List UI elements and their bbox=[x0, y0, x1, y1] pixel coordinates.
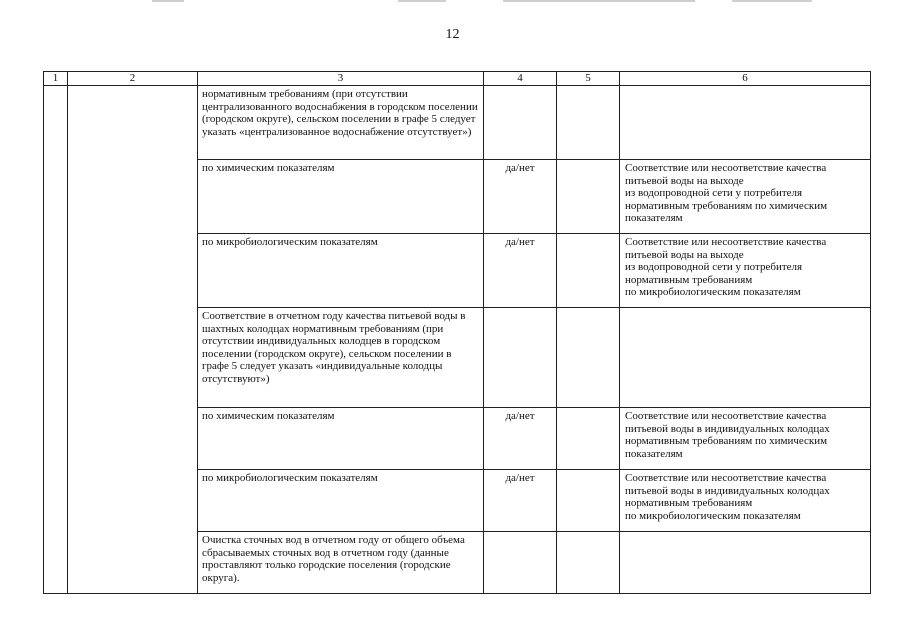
report-table bbox=[43, 71, 871, 594]
value-type-cell: да/нет bbox=[484, 234, 557, 308]
value-cell bbox=[557, 160, 620, 234]
indicator-cell: по микробиологическим показателям bbox=[198, 234, 484, 308]
header-cell: 5 bbox=[557, 72, 620, 86]
indicator-cell: Соответствие в отчетном году качества питьевой воды в шахтных колодцах нормативным требованиям (при отсутствии индивидуальных колодцев в городском поселении (городском округе), сельском поселении в графе 5 следует указать «индивидуальные колодцы отсутствуют») bbox=[198, 308, 484, 408]
empty-cell-col1 bbox=[44, 86, 68, 594]
value-type-cell: да/нет bbox=[484, 160, 557, 234]
note-cell: Соответствие или несоответствие качества питьевой воды на выходе из водопроводной сети у потребителя нормативным требованиям по микробиологическим показателям bbox=[620, 234, 871, 308]
indicator-cell: Очистка сточных вод в отчетном году от общего объема сбрасываемых сточных вод в отчетном году (данные проставляют только городские поселения (городские округа). bbox=[198, 532, 484, 594]
value-cell bbox=[557, 234, 620, 308]
note-cell: Соответствие или несоответствие качества питьевой воды в индивидуальных колодцах нормативным требованиям по химическим показателям bbox=[620, 408, 871, 470]
note-cell bbox=[620, 308, 871, 408]
indicator-cell: по химическим показателям bbox=[198, 408, 484, 470]
indicator-cell: по химическим показателям bbox=[198, 160, 484, 234]
page-number: 12 bbox=[445, 27, 460, 42]
value-type-cell: да/нет bbox=[484, 470, 557, 532]
header-cell: 1 bbox=[44, 72, 68, 86]
note-cell: Соответствие или несоответствие качества питьевой воды на выходе из водопроводной сети у потребителя нормативным требованиям по химическим показателям bbox=[620, 160, 871, 234]
header-cell: 2 bbox=[68, 72, 198, 86]
table-row bbox=[44, 86, 871, 160]
value-type-cell bbox=[484, 308, 557, 408]
header-cell: 4 bbox=[484, 72, 557, 86]
note-cell bbox=[620, 86, 871, 160]
empty-cell-col2 bbox=[68, 86, 198, 594]
value-type-cell: да/нет bbox=[484, 408, 557, 470]
header-cell: 6 bbox=[620, 72, 871, 86]
note-cell bbox=[620, 532, 871, 594]
value-type-cell bbox=[484, 86, 557, 160]
note-cell: Соответствие или несоответствие качества питьевой воды в индивидуальных колодцах нормативным требованиям по микробиологическим показателям bbox=[620, 470, 871, 532]
value-cell bbox=[557, 308, 620, 408]
value-cell bbox=[557, 408, 620, 470]
value-cell bbox=[557, 470, 620, 532]
indicator-cell: нормативным требованиям (при отсутствии централизованного водоснабжения в городском поселении (городском округе), сельском поселении в графе 5 следует указать «централизованное водоснабжение отсутствует») bbox=[198, 86, 484, 160]
scan-edge-marks bbox=[0, 0, 905, 4]
value-type-cell bbox=[484, 532, 557, 594]
indicator-cell: по микробиологическим показателям bbox=[198, 470, 484, 532]
header-cell: 3 bbox=[198, 72, 484, 86]
value-cell bbox=[557, 86, 620, 160]
table-header-row bbox=[44, 72, 871, 86]
value-cell bbox=[557, 532, 620, 594]
